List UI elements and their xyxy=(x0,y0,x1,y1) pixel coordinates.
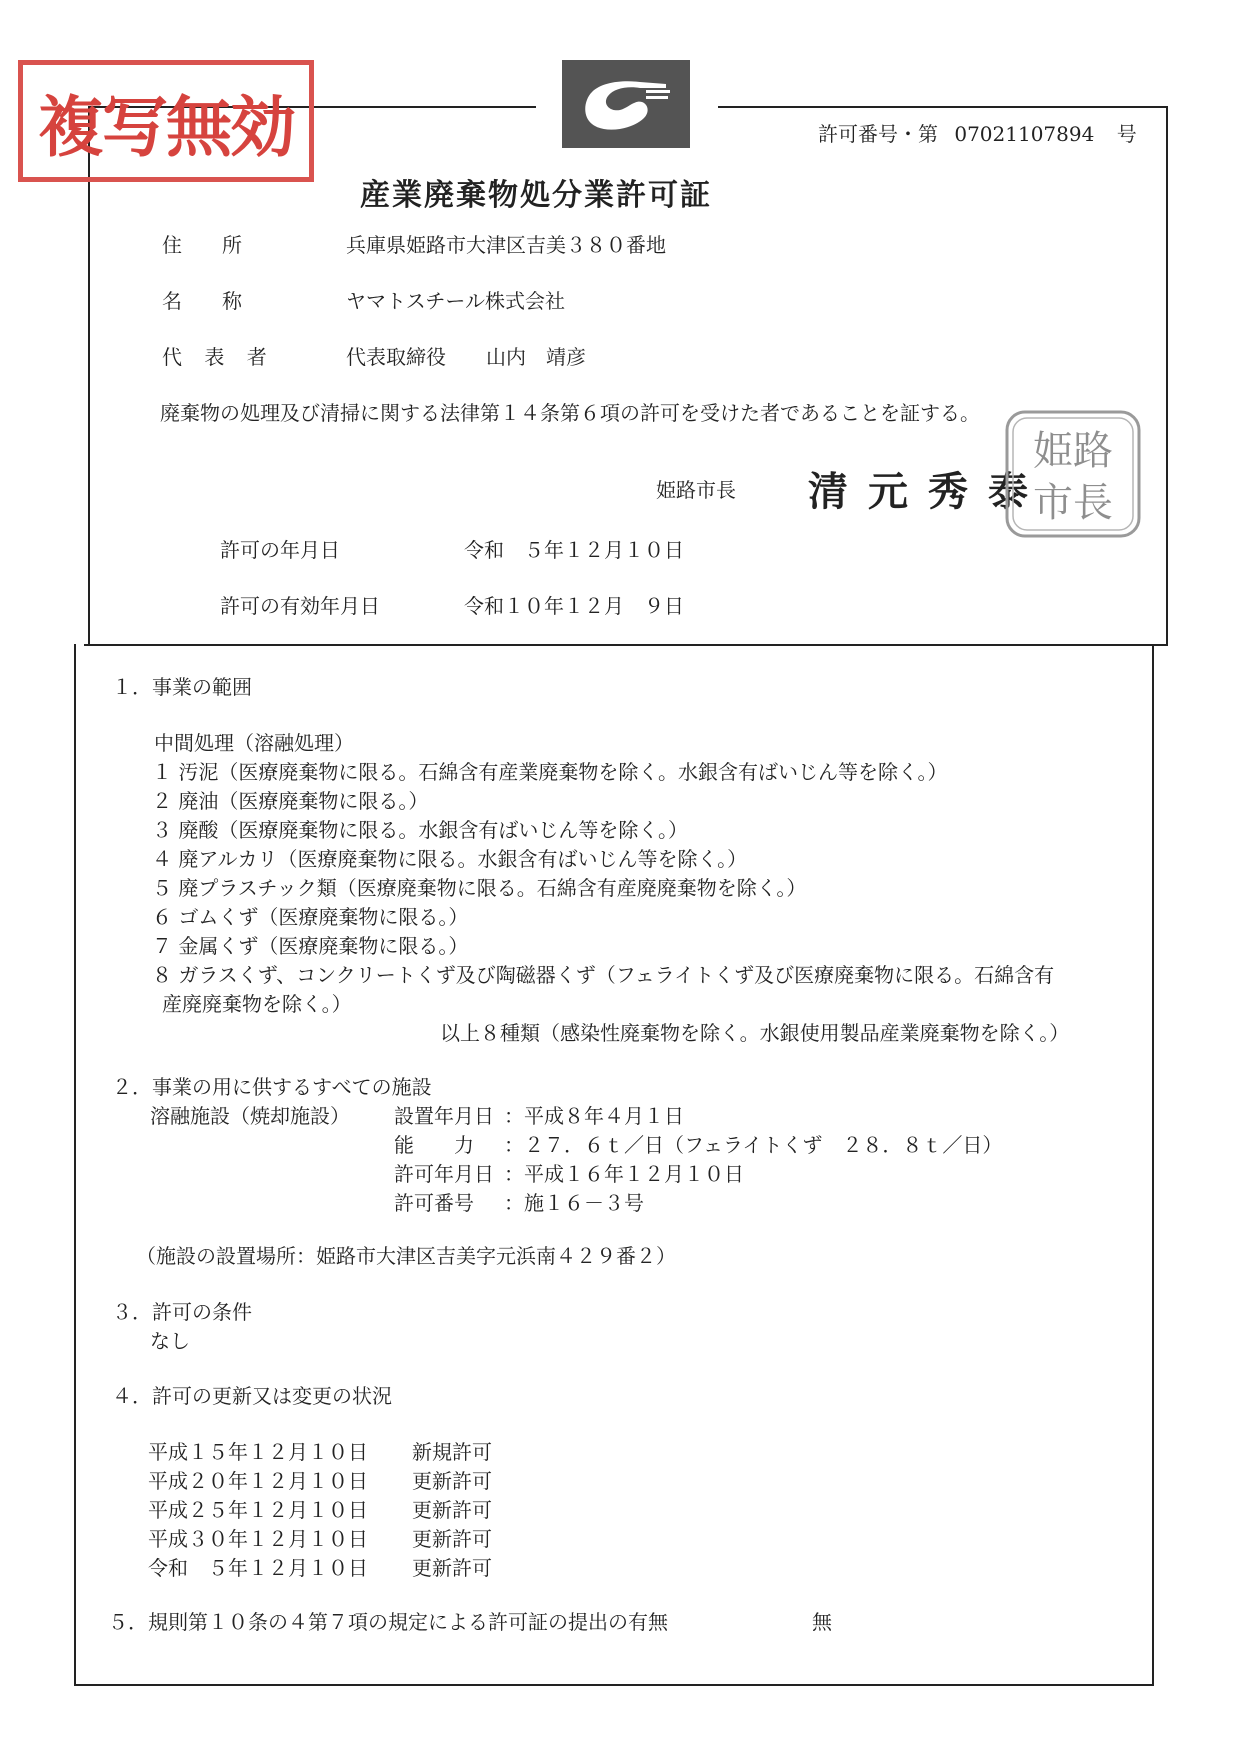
section3-value: なし xyxy=(150,1329,190,1353)
name-label: 名 称 xyxy=(162,289,242,313)
frame-bottom xyxy=(74,1684,1154,1686)
section2-row-value-4: ：施１６－３号 xyxy=(504,1191,644,1215)
permit-date-value: 令和 ５年１２月１０日 xyxy=(464,538,684,562)
section4-heading: ４．許可の更新又は変更の状況 xyxy=(112,1384,392,1408)
mayor-seal-icon xyxy=(1003,408,1143,540)
frame-right-lower xyxy=(1152,644,1154,1686)
issuer-title: 姫路市長 xyxy=(656,478,736,502)
section2-row-value-2: ：２７．６ｔ／日（フェライトくず ２８．８ｔ／日） xyxy=(504,1133,1003,1157)
history-status-2: 更新許可 xyxy=(412,1469,492,1493)
representative-label: 代 表 者 xyxy=(162,345,275,369)
section1-subheading: 中間処理（溶融処理） xyxy=(154,731,354,755)
history-status-5: 更新許可 xyxy=(412,1556,492,1580)
section1-summary: 以上８種類（感染性廃棄物を除く。水銀使用製品産業廃棄物を除く。） xyxy=(440,1021,1070,1045)
section2-row-label-3: 許可年月日 xyxy=(394,1162,494,1186)
section2-row-label-2: 能 力 xyxy=(394,1133,474,1157)
address-label: 住 所 xyxy=(162,233,242,257)
history-date-5: 令和 ５年１２月１０日 xyxy=(148,1556,368,1580)
section1-item-5: ５ 廃プラスチック類（医療廃棄物に限る。石綿含有産廃廃棄物を除く。） xyxy=(152,876,807,900)
section1-item-7: ７ 金属くず（医療廃棄物に限る。） xyxy=(152,934,469,958)
valid-date-label: 許可の有効年月日 xyxy=(220,594,380,618)
section1-heading: １．事業の範囲 xyxy=(112,675,252,699)
section1-item-8: ８ ガラスくず、コンクリートくず及び陶磁器くず（フェライトくず及び医療廃棄物に限る。石綿含有 xyxy=(152,963,1055,987)
history-date-2: 平成２０年１２月１０日 xyxy=(148,1469,368,1493)
history-status-1: 新規許可 xyxy=(412,1440,492,1464)
representative-name: 山内 靖彦 xyxy=(486,345,586,369)
history-status-3: 更新許可 xyxy=(412,1498,492,1522)
history-date-3: 平成２５年１２月１０日 xyxy=(148,1498,368,1522)
issuer-name: 清元秀泰 xyxy=(808,468,1048,515)
section2-row-label-4: 許可番号 xyxy=(394,1191,474,1215)
copy-invalid-stamp xyxy=(18,60,314,182)
copy-invalid-stamp-text: 複写無効 xyxy=(38,88,294,166)
permit-date-label: 許可の年月日 xyxy=(220,538,340,562)
section2-location: （施設の設置場所：姫路市大津区吉美字元浜南４２９番２） xyxy=(136,1244,676,1268)
permit-number-prefix: 許可番号・第 xyxy=(818,122,938,146)
himeji-city-emblem-icon xyxy=(562,60,690,148)
section2-row-value-1: ：平成８年４月１日 xyxy=(504,1104,684,1128)
document-title: 産業廃棄物処分業許可証 xyxy=(360,178,712,213)
section2-facility: 溶融施設（焼却施設） xyxy=(150,1104,350,1128)
frame-top-right xyxy=(718,106,1168,108)
frame-divider xyxy=(84,644,1168,646)
section1-item-4: ４ 廃アルカリ（医療廃棄物に限る。水銀含有ばいじん等を除く。） xyxy=(152,847,748,871)
address-value: 兵庫県姫路市大津区吉美３８０番地 xyxy=(346,233,666,257)
frame-left-lower xyxy=(74,644,76,1686)
permit-number-value: 07021107894 xyxy=(954,122,1095,146)
certification-statement: 廃棄物の処理及び清掃に関する法律第１４条第６項の許可を受けた者であることを証する。 xyxy=(160,401,980,425)
section2-row-value-3: ：平成１６年１２月１０日 xyxy=(504,1162,744,1186)
section2-row-label-1: 設置年月日 xyxy=(394,1104,494,1128)
section1-item-3: ３ 廃酸（医療廃棄物に限る。水銀含有ばいじん等を除く。） xyxy=(152,818,688,842)
frame-right-upper xyxy=(1166,106,1168,646)
representative-title: 代表取締役 xyxy=(346,345,446,369)
svg-text:市長: 市長 xyxy=(1033,480,1113,526)
permit-number xyxy=(818,122,1137,146)
history-status-4: 更新許可 xyxy=(412,1527,492,1551)
history-date-1: 平成１５年１２月１０日 xyxy=(148,1440,368,1464)
section1-item-1: １ 汚泥（医療廃棄物に限る。石綿含有産業廃棄物を除く。水銀含有ばいじん等を除く。） xyxy=(152,760,948,784)
section1-item-2: ２ 廃油（医療廃棄物に限る。） xyxy=(152,789,429,813)
valid-date-value: 令和１０年１２月 ９日 xyxy=(464,594,684,618)
frame-left-upper xyxy=(88,106,90,646)
section2-heading: ２．事業の用に供するすべての施設 xyxy=(112,1075,432,1099)
history-date-4: 平成３０年１２月１０日 xyxy=(148,1527,368,1551)
svg-text:姫路: 姫路 xyxy=(1033,428,1113,474)
section5-heading: ５．規則第１０条の４第７項の規定による許可証の提出の有無 xyxy=(108,1610,668,1634)
section1-item-8-continued: 産廃廃棄物を除く。） xyxy=(162,992,352,1016)
section3-heading: ３．許可の条件 xyxy=(112,1300,252,1324)
section1-item-6: ６ ゴムくず（医療廃棄物に限る。） xyxy=(152,905,469,929)
permit-number-suffix: 号 xyxy=(1116,122,1137,146)
section5-value: 無 xyxy=(812,1610,832,1634)
name-value: ヤマトスチール株式会社 xyxy=(346,289,565,313)
